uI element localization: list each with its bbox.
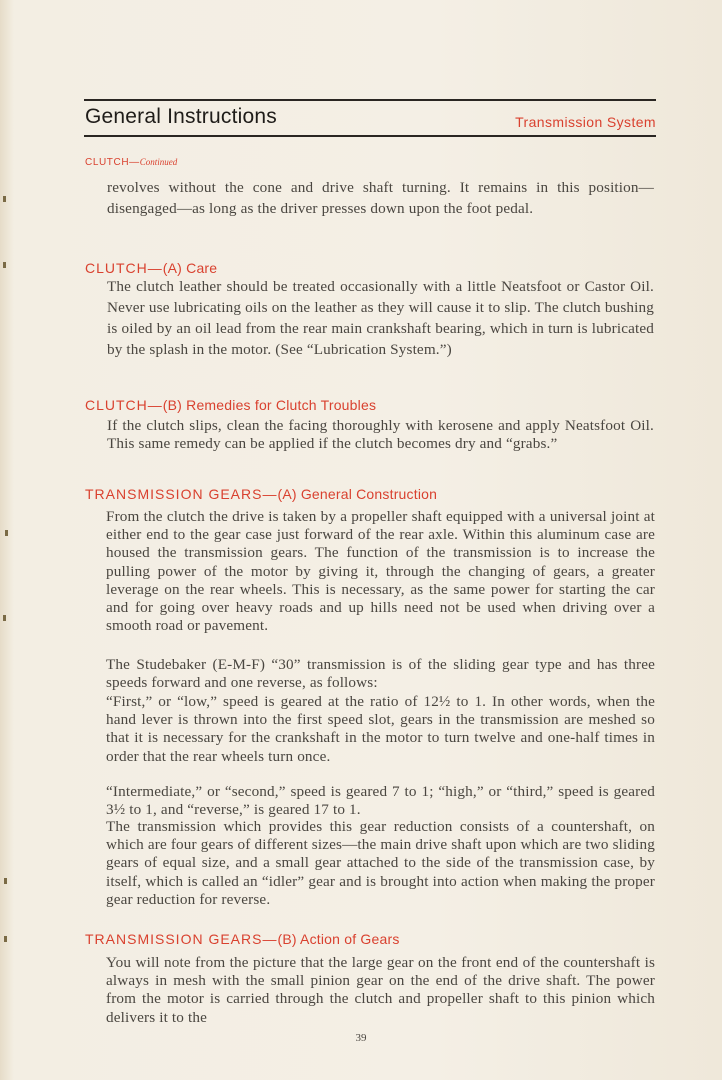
header-rule-bottom	[84, 135, 656, 137]
paragraph: The transmission which provides this gear reduction consists of a countershaft, on which are four gears of different sizes—the main drive shaft upon which are two sliding gears of equal size, and a small gear attached to the side of the transmission case, by itself, which is called an “idler” gear and is brought into action when making the proper gear reduction for reverse.	[106, 818, 655, 908]
paragraph: The Studebaker (E-M-F) “30” transmission is of the sliding gear type and has three speeds forward and one reverse, as follows:	[106, 656, 655, 692]
binding-mark	[3, 262, 6, 268]
continued-label: CLUTCH—Continued	[85, 157, 178, 168]
binding-mark	[4, 878, 7, 884]
section-heading: TRANSMISSION GEARS—(B) Action of Gears	[85, 931, 400, 947]
page-title: General Instructions	[85, 105, 277, 128]
paragraph: revolves without the cone and drive shaft turning. It remains in this position—disengaged—as long as the driver presses down upon the foot pedal.	[107, 179, 654, 217]
binding-mark	[3, 196, 6, 202]
section-heading: TRANSMISSION GEARS—(A) General Construction	[85, 486, 438, 502]
paragraph: The clutch leather should be treated occasionally with a little Neatsfoot or Castor Oil. Never use lubricating oils on the leather as they will cause it to slip. The clutch bushing is oiled by an oil lead from the rear main crankshaft bearing, which in turn is lubricated by the splash in the motor. (See “Lubrication System.”)	[107, 278, 654, 358]
binding-mark	[5, 530, 8, 536]
paragraph: “Intermediate,” or “second,” speed is geared 7 to 1; “high,” or “third,” speed is geared 3½ to 1, and “reverse,” is geared 17 to 1.	[106, 783, 655, 819]
paragraph: You will note from the picture that the large gear on the front end of the countershaft is always in mesh with the small pinion gear on the end of the drive shaft. The power from the motor is carried through the clutch and propeller shaft to this pinion which delivers it to the	[106, 954, 655, 1026]
paragraph: “First,” or “low,” speed is geared at the ratio of 12½ to 1. In other words, when the hand lever is thrown into the first speed slot, gears in the transmission are meshed so that it is necessary for the crankshaft in the motor to turn twelve and one-half times in order that the rear wheels turn once.	[106, 693, 655, 765]
binding-mark	[4, 936, 7, 942]
header-rule-top	[84, 99, 656, 101]
binding-mark	[3, 615, 6, 621]
section-heading: CLUTCH—(B) Remedies for Clutch Troubles	[85, 397, 377, 413]
section-heading: CLUTCH—(A) Care	[85, 260, 218, 276]
page-number: 39	[355, 1032, 367, 1044]
paragraph: From the clutch the drive is taken by a propeller shaft equipped with a universal joint at either end to the gear case just forward of the rear axle. Within this aluminum case are housed the transmission gears. The function of the transmission is to increase the pulling power of the motor by giving it, through the changing of gears, a greater leverage on the rear wheels. This is necessary, as the same power for starting the car and for going over heavy roads and up hills need not be used when driving over a smooth road or pavement.	[106, 508, 655, 635]
paragraph: If the clutch slips, clean the facing thoroughly with kerosene and apply Neatsfoot Oil. This same remedy can be applied if the clutch becomes dry and “grabs.”	[107, 417, 654, 453]
section-title: Transmission System	[515, 114, 656, 130]
